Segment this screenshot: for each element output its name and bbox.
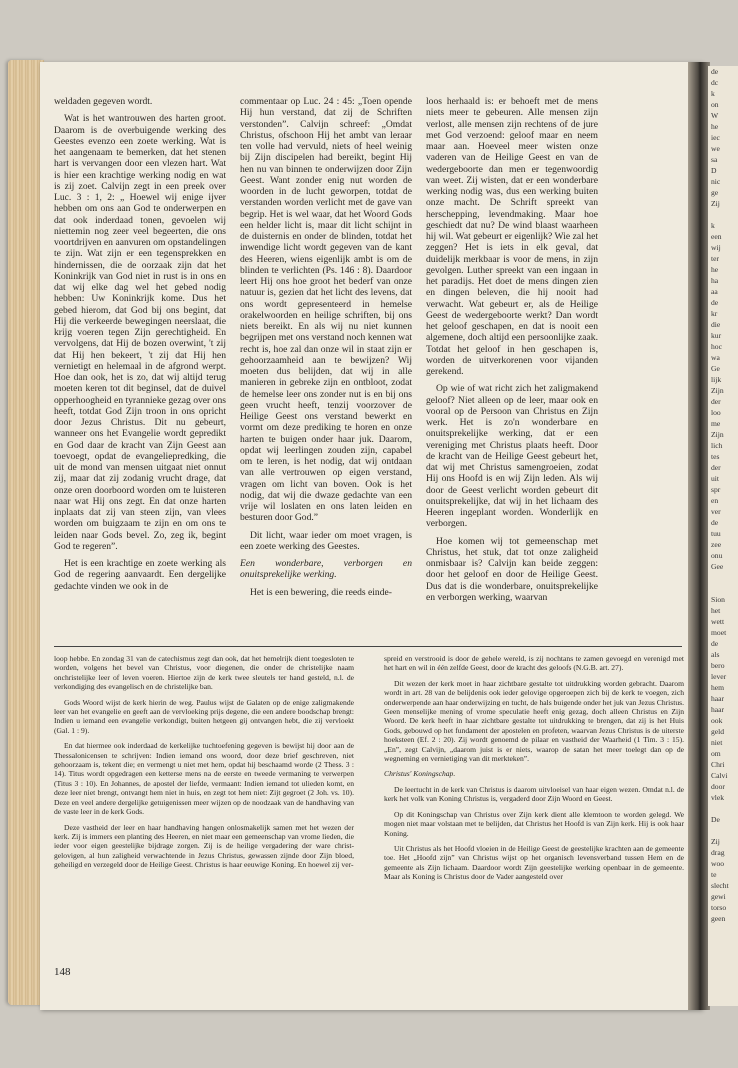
next-page-fragment: nic [711, 177, 721, 186]
next-page-fragment: Ge [711, 364, 720, 373]
next-page-fragment: drag [711, 848, 725, 857]
paragraph: En dat hiermee ook inderdaad de kerkelijke tuchtoefening gegeven is bewijst hij door aan de Thessalonicensen te schrijven: Indien iemand ons woord, door deze brief geschreven, niet gehoorzaam is, tekent die; en vermengt u niet met hem, opdat hij beschaamd worde (2 Thess. 3 : 14). Titus wordt opgedragen een ketterse mens na de eerste en tweede vermaning te verwerpen (Titus 3 : 10). En Johannes, de apostel der liefde, vermaant: Indien iemand tot ulieden komt, en deze leer niet brengt, ontvangt hem niet in huis, en zegt tot hem niet: Zijt gegroet (2 Joh. vs. 10). Deze en veel andere dergelijke getuigenissen meer wijzen op de noodzaak van de handhaving van de vaste leer in de kerk Gods. [54, 741, 354, 817]
next-page-fragment: Gee [711, 562, 724, 571]
book-gutter-shadow [688, 62, 710, 1010]
next-page-fragment: hem [711, 683, 725, 692]
paragraph: Dit licht, waar ieder om moet vragen, is een zoete werking des Geestes. [240, 529, 412, 552]
next-page-fragment: lever [711, 672, 727, 681]
paragraph: Het is een bewering, die reeds einde- [250, 586, 392, 598]
next-page-fragment: W [711, 111, 719, 120]
next-page-fragment: het [711, 606, 721, 615]
next-page-fragment: torso [711, 903, 727, 912]
next-page-fragment: Sion [711, 595, 725, 604]
next-page-fragment: on [711, 100, 719, 109]
next-page-fragment: ha [711, 276, 719, 285]
paragraph: commentaar op Luc. 24 : 45: „Toen opende Hij hun verstand, dat zij de Schriften verstonden”. Calvijn schreef: „Omdat Christus, ofschoon Hij het ambt van leraar ten volle had vervuld, niets of heel weinig bij Zijn discipelen had bereikt, begint Hij hen nu van binnen te onderwijzen door Zijn Geest. Want zonder enig nut worden de woorden in de lucht geworpen, totdat de verstanden worden verlicht met de gave van begrip. Het is wel waar, dat het Woord Gods een helder licht is, maar dit licht schijnt in de duisternis en onder de blinden, totdat het inwendige licht wordt gegeven van de kant des Heeren, wiens eigenlijk ambt is om de blinden te verlichten (Ps. 146 : 8). Daardoor leert Hij ons hoe groot het bederf van onze natuur is, gezien dat het licht des levens, dat ons wordt gepresenteerd in hemelse orakelwoorden en heilige schriften, bij ons niets bereikt. En als wij nu niet kunnen begrijpen met ons verstand noch kennen wat recht is, hoe zal dan onze wil in staat zijn er gehoorzaamheid aan te bewijzen? Wij moeten dus belijden, dat wij in alle manieren in gebreke zijn en ontbloot, zodat de hemelse leer ons zonder nut is en bij ons geen vrucht heeft, tenzij voorzover de Heilige Geest ons verstand bewerkt en vormt om deze prediking te horen en onze harten te buigen onder haar juk. Daarom, opdat wij leerlingen zouden zijn, capabel om te leren, is het nodig, dat wij ontdaan van alle vertrouwen op eigen verstand, vragen om licht van boven. Ook is het nodig, dat wij die dwaze gedachte van een vrije wil loslaten en ons laten leiden en besturen door God.” [240, 96, 412, 524]
next-page-fragment: Calvi [711, 771, 728, 780]
next-page-fragment: ver [711, 507, 721, 516]
next-page-fragment: he [711, 265, 719, 274]
paragraph: De leertucht in de kerk van Christus is daarom uitvloeisel van haar eigen wezen. Omdat n.l. de kerk het volk van Koning Christus is, vergaderd door Zijn Woord en Geest. [384, 784, 684, 804]
next-page-fragment [708, 803, 738, 814]
paragraph: weldaden gegeven wordt. [54, 96, 153, 107]
next-page-fragment: gewi [711, 892, 726, 901]
next-page-fragment: kr [711, 309, 718, 318]
next-page-fragment: hoc [711, 342, 722, 351]
paragraph: Op wie of wat richt zich het zaligmakend geloof? Niet alleen op de leer, maar ook en vooral op de Persoon van Christus en Zijn werk. Het is zo'n wonderbare en onuitsprekelijke werking, dat er een vereniging met Christus plaats heeft. Door de kracht van de Heilige Geest gebeurt het, dat wij met Christus samengroeien, zodat Hij ons Hoofd is en wij Zijn leden. Als wij door de Geest verlicht worden gebeurt dit onuitsprekelijke, dat wij in het lichaam des Heeren ingeplant worden. Wonderlijk en verborgen. [426, 383, 598, 530]
next-page-fragment: moet [711, 628, 727, 637]
next-page-fragment: vlek [711, 793, 725, 802]
next-page-fragment: sa [711, 155, 718, 164]
next-page-fragment: ter [711, 254, 720, 263]
next-page-fragment: aa [711, 287, 718, 296]
paragraph: loos herhaald is: er behoeft met de mens niets meer te gebeuren. Alle mensen zijn verlost, alle mensen zijn rechtens of de jure met God verzoend: geloof maar en neem maar aan. Hoeveel meer wisten onze vaderen van de Heilige Geest en van de wedergeboorte dan men er tegenwoordig van weet. Zij wisten, dat er een wonderbare werking nodig was, dus een werking buiten onze macht. De Schrift spreekt van herschepping, levendmaking. Maar hoe geschiedt dat nu? De wind blaast waarheen hij wil. Wat gebeurt er eigenlijk? Wie zal het zeggen? Het is iets in elk geval, dat duidelijk merkbaar is voor de mens, in zijn gevolgen. Luther spreekt van een ingaan in het paradijs. Het doet de mens dingen zien en dingen beleven, die hij nooit had verwacht. Wat gebeurt er, als de Heilige Geest de wedergeboorte werkt? Dan wordt het geloof geschapen, en dat is nooit een algemene, doch altijd een persoonlijke zaak. Totdat het geloof in hen geschapen is, worden de uitverkorenen voor vijanden gerekend. [426, 96, 598, 377]
next-page-fragment: iec [711, 133, 720, 142]
upper-column-1 [54, 96, 226, 604]
next-page-fragment: haar [711, 694, 725, 703]
next-page-fragment: me [711, 419, 721, 428]
upper-column-2 [240, 96, 412, 604]
section-divider [54, 646, 682, 647]
next-page-fragment: dc [711, 78, 719, 87]
next-page-fragment: de [711, 298, 719, 307]
next-page-fragment: he [711, 122, 719, 131]
next-page-fragment: als [711, 650, 720, 659]
next-page-fragment: de [711, 518, 719, 527]
next-page-fragment: spr [711, 485, 721, 494]
next-page-fragment: kur [711, 331, 722, 340]
next-page-fragment: D [711, 166, 717, 175]
paragraph: Op dit Koningschap van Christus over Zijn kerk dient alle klemtoon te worden gelegd. We mogen niet maar volstaan met te belijden, dat Christus het Hoofd is van Zijn kerk. Hij is ook haar Koning. [384, 809, 684, 838]
paragraph: loop hebbe. En zondag 31 van de catechismus zegt dan ook, dat het hemelrijk dient toegesloten te worden, volgens het bevel van Christus, voor diegenen, die onder de christelijke naam onchristelijke leer of leven voeren. Hiertoe zijn de kerk twee sleutels ter hand gesteld, n.l. de verkondiging des evangelisch en de christelijke ban. [54, 654, 354, 692]
next-page-fragment: wett [711, 617, 725, 626]
next-page-fragment: der [711, 463, 721, 472]
next-page-fragment: de [711, 67, 719, 76]
next-page-fragment: Zijn [711, 430, 724, 439]
next-page-fragment: geld [711, 727, 725, 736]
next-page-edge [708, 66, 738, 1006]
next-page-fragment: der [711, 397, 721, 406]
paragraph: Dit wezen der kerk moet in haar zichtbare gestalte tot uitdrukking worden gebracht. Daarom wordt in art. 28 van de belijdenis ook ieder gelovige opgeroepen zich bij de kerk te voegen, zich onderwerpende aan haar onderwijzing en tucht, de hals buigende onder het juk van Jezus Christus. Geen menselijke mening of vrome speculatie heeft enig gezag, doch alleen Christus en Zijn Woord. De kerk heeft in haar zichtbare gestalte tot uitdrukking te brengen, dat zij is het Huis Gods, gebouwd op het fundament der apostelen en profeten, waarvan Jezus Christus is de uiterste hoeksteen (Ef. 2 : 20). Zij wordt genoemd de pilaar en vastheid der Waarheid (1 Tim. 3 : 15). „En”, zegt Calvijn, „daarom juist is er niets, waarop de satan het meer toelegt dan op de wegneming en vernietiging van dit merkteken”. [384, 678, 684, 764]
next-page-fragment [708, 583, 738, 594]
paragraph: Wat is het wantrouwen des harten groot. Daarom is de overbuigende werking des Geestes evenzo een zoete werking. Wat is het aangenaam te bemerken, dat het stenen hart is vervangen door een vlezen hart. Wat is hier een krachtige werking nodig en wat is zij zoet. Calvijn zegt in een preek over Luc. 3 : 1, 2: „ Hoewel wij enige ijver hebben om ons aan God te onderwerpen en dat ook inderdaad tonen, gevoelen wij niettemin nog zeer veel begeerten, die ons voortdrijven en aanvuren om opstandelingen te zijn. Wat zijn er een tegensprekken en hindernissen, die de oorzaak zijn dat het Koninkrijk van God niet in rust is in ons en dat wij elke dag wel het gebed nodig hebben: Uw Koninkrijk kome. Dus het gebed hierom, dat God bij ons begint, dat Hij die verkeerde bewegingen neerslaat, die krijg voeren tegen Zijn gerechtigheid. En vervolgens, dat Hij de bozen overwint, 't zij dat Hij hen bekeert, 't zij dat Hij hen vernietigt en helemaal in de afgrond werpt. Hoe dan ook, het is zo, dat wij altijd terug moeten keren tot dit beginsel, dat de duivel opperhoogheid en tyrannieke gezag over ons heeft, totdat God Zijn troon in ons opricht door Jezus Christus. Dit nu gebeurt, wanneer ons het Evangelie wordt gepredikt en God daar de kracht van Zijn Geest aan toevoegt, opdat de evangeliepredking, die uit de mond van mensen uitgaat niet onnut zij, maar dat zij zodanig vrucht drage, dat onze oren doorboord worden om te luisteren naar wat Hij ons zegt. En dat onze harten inplaats dat zij van steen zijn, van vlees worden om buigzaam te zijn en om ons te leiden naar Gods bevel. Zo, zeg ik, begint God te regeren”. [54, 113, 226, 552]
next-page-fragment: lich [711, 441, 723, 450]
lower-column-2 [384, 654, 684, 994]
next-page-fragment: onu [711, 551, 723, 560]
next-page-fragment: Zij [711, 199, 720, 208]
next-page-fragment: Chri [711, 760, 725, 769]
next-page-fragment: k [711, 221, 715, 230]
next-page-fragment: tuu [711, 529, 721, 538]
book-page-edges [8, 60, 44, 1005]
next-page-fragment: wij [711, 243, 721, 252]
book-page [40, 62, 702, 1010]
next-page-fragment: om [711, 749, 721, 758]
next-page-fragment: bero [711, 661, 725, 670]
next-page-text-fragments [708, 66, 738, 924]
section-heading: Christus' Koningschap. [384, 769, 456, 779]
next-page-fragment: te [711, 870, 717, 879]
next-page-fragment: die [711, 320, 721, 329]
paragraph: Hoe komen wij tot gemeenschap met Christus, het stuk, dat tot onze zaligheid onmisbaar is? Calvijn kan beide zeggen: door het geloof en door de Heilige Geest. Dus dat is die wonderbare, onuitsprekelijke en verborgen werking, waarvan [426, 535, 598, 603]
paragraph: Uit Christus als het Hoofd vloeien in de Heilige Geest de geestelijke krachten aan de gemeente toe. Het „Hoofd zijn” van Christus wijst op het organisch levensverband tussen Hem en de gemeente als Zijn lichaam. Daardoor wordt Zijn geestelijke werking openbaar in de gemeente. Maar als Koning is Christus door de Vader aangesteld over [384, 843, 684, 882]
next-page-fragment: en [711, 496, 719, 505]
next-page-fragment: door [711, 782, 725, 791]
paragraph: spreid en verstrooid is door de gehele wereld, is zij nochtans te zamen gevoegd en verenigd met het hart en wil in één zelfde Geest, door de kracht des geloofs (N.G.B. art. 27). [384, 654, 684, 673]
section-heading: Een wonderbare, verborgen en onuitsprekelijke werking. [240, 558, 412, 581]
next-page-fragment: loo [711, 408, 721, 417]
next-page-fragment [708, 825, 738, 836]
next-page-fragment: wa [711, 353, 720, 362]
page-number: 148 [54, 966, 71, 978]
next-page-fragment: zee [711, 540, 722, 549]
next-page-fragment: een [711, 232, 722, 241]
next-page-fragment: k [711, 89, 715, 98]
next-page-fragment: lijk [711, 375, 722, 384]
next-page-fragment [708, 572, 738, 583]
next-page-fragment: slecht [711, 881, 729, 890]
next-page-fragment: we [711, 144, 720, 153]
paragraph: Deze vastheid der leer en haar handhaving hangen onlosmakelijk samen met het wezen der kerk. Zij is immers een planting des Heeren, en niet maar een gemeenschap van vrome lieden, die ieder voor eigen geestelijke bijdrage zorgen. Zij is de heilige vergadering der ware christ-gelovigen, al hun zaligheid verwachtende in Jezus Christus, gewassen zijnde door Zijn bloed, geheiligd en verzegeld door de Heilige Geest. Christus is haar eeuwige Koning. En hoewel zij ver- [54, 822, 354, 870]
next-page-fragment: niet [711, 738, 723, 747]
next-page-fragment: ook [711, 716, 723, 725]
next-page-fragment [708, 209, 738, 220]
next-page-fragment: Zijn [711, 386, 724, 395]
next-page-fragment: de [711, 639, 719, 648]
lower-column-1 [54, 654, 354, 994]
paragraph: Het is een krachtige en zoete werking als God de regering aanvaardt. Een dergelijke gedachte vinden we ook in de [54, 558, 226, 592]
paragraph: Gods Woord wijst de kerk hierin de weg. Paulus wijst de Galaten op de enige zaligmakende leer van het evangelie en geeft aan de vervloeking prijs degene, die een andere boodschap brengt: Indien u iemand een evangelie verkondigt, buiten hetgeen gij ontvangen hebt, die zij vervloekt (Gal. 1 : 9). [54, 697, 354, 735]
next-page-fragment: geen [711, 914, 726, 923]
next-page-fragment: woo [711, 859, 725, 868]
next-page-fragment: tes [711, 452, 720, 461]
next-page-fragment: uit [711, 474, 720, 483]
next-page-fragment: Zij [711, 837, 720, 846]
next-page-fragment: haar [711, 705, 725, 714]
next-page-fragment: De [711, 815, 720, 824]
next-page-fragment: ge [711, 188, 719, 197]
upper-column-3 [426, 96, 598, 604]
